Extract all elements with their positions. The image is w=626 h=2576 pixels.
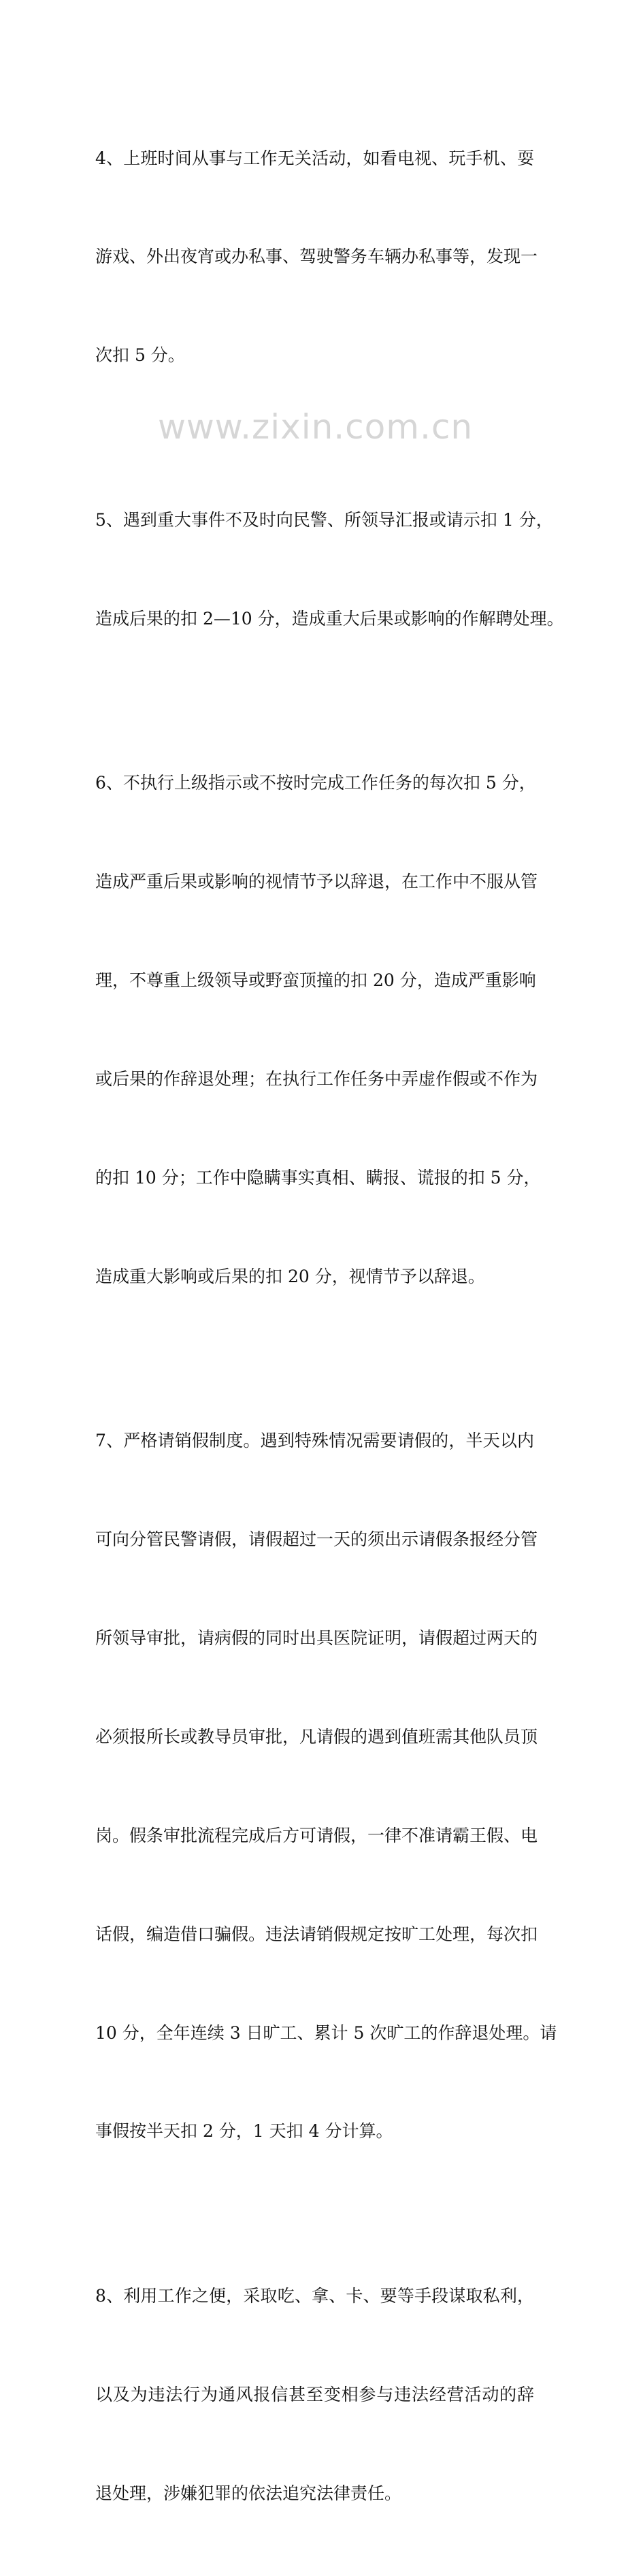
text-line: 理，不尊重上级领导或野蛮顶撞的扣 20 分，造成严重影响: [95, 970, 536, 991]
text-line: 可向分管民警请假，请假超过一天的须出示请假条报经分管: [95, 1529, 538, 1550]
text-line: 造成后果的扣 2—10 分，造成重大后果或影响的作解聘处理。: [95, 608, 564, 629]
text-line: 7、严格请销假制度。遇到特殊情况需要请假的，半天以内: [95, 1431, 534, 1451]
text-line: 的扣 10 分；工作中隐瞒事实真相、瞒报、谎报的扣 5 分，: [95, 1167, 541, 1188]
text-line: 退处理，涉嫌犯罪的依法追究法律责任。: [95, 2483, 402, 2503]
document-body: [95, 76, 564, 2576]
text-line: 4、上班时间从事与工作无关活动，如看电视、玩手机、耍: [95, 148, 534, 168]
paragraph-item-4: [95, 76, 538, 438]
text-line: 造成重大影响或后果的扣 20 分，视情节予以辞退。: [95, 1266, 485, 1286]
text-line: 必须报所长或教导员审批，凡请假的遇到值班需其他队员顶: [95, 1726, 538, 1747]
paragraph-item-6: [95, 701, 541, 1359]
paragraph-item-7: [95, 1359, 557, 2214]
text-line: 10 分，全年连续 3 日旷工、累计 5 次旷工的作辞退处理。请: [95, 2022, 557, 2043]
text-line: 岗。假条审批流程完成后方可请假，一律不准请霸王假、电: [95, 1825, 538, 1845]
paragraph-item-5: [95, 438, 564, 701]
text-line: 话假，编造借口骗假。违法请销假规定按旷工处理，每次扣: [95, 1924, 538, 1944]
text-line: 事假按半天扣 2 分，1 天扣 4 分计算。: [95, 2121, 393, 2142]
text-line: 6、不执行上级指示或不按时完成工作任务的每次扣 5 分，: [95, 773, 536, 793]
text-line: 以及为违法行为通风报信甚至变相参与违法经营活动的辞: [95, 2384, 534, 2404]
text-line: 所领导审批，请病假的同时出具医院证明，请假超过两天的: [95, 1627, 538, 1648]
text-line: 造成严重后果或影响的视情节予以辞退，在工作中不服从管: [95, 872, 538, 892]
watermark-text: www.zixin.com.cn: [158, 407, 474, 447]
text-line: 或后果的作辞退处理；在执行工作任务中弄虚作假或不作为: [95, 1068, 538, 1089]
text-line: 次扣 5 分。: [95, 345, 185, 366]
text-line: 5、遇到重大事件不及时向民警、所领导汇报或请示扣 1 分，: [95, 509, 553, 530]
text-line: 游戏、外出夜宵或办私事、驾驶警务车辆办私事等，发现一: [95, 247, 538, 267]
paragraph-item-8: [95, 2214, 534, 2575]
text-line: 8、利用工作之便，采取吃、拿、卡、要等手段谋取私利，: [95, 2285, 534, 2306]
